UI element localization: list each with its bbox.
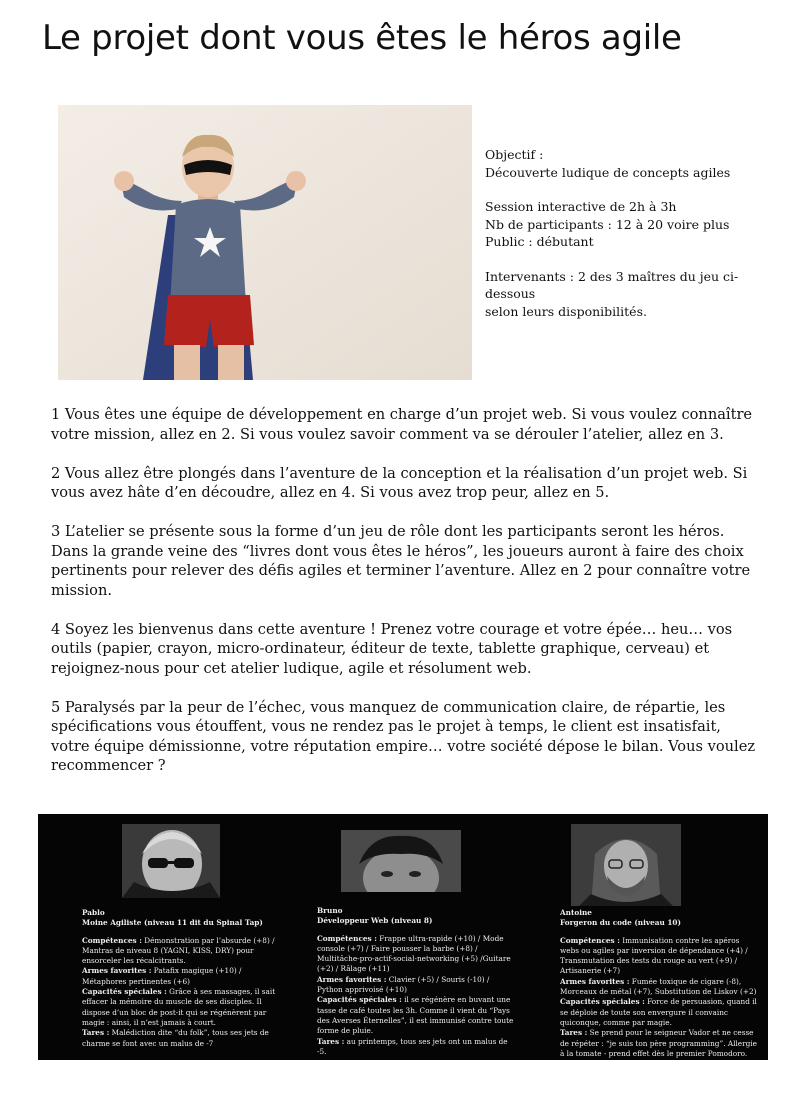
pablo-role: Moine Agiliste (niveau 11 dit du Spinal Tap)	[82, 918, 263, 928]
antoine-competences: Immunisation contre les apéros webs ou agiles par inversion de dépendance (+4) / Transmutation des tests du rouge au vert (+9) / Artisanerie (+7)	[560, 935, 748, 976]
bruno-capacites: il se régénère en buvant une tasse de café toutes les 3h. Comme il vient du “Pays des Averses Éternelles”, il est immunisé contre toute forme de pluie.	[317, 995, 514, 1036]
antoine-tares: Se prend pour le seigneur Vador et ne cesse de répéter : “je suis ton père programming”. Allergie à la tomate - prend effet dès le premier Pomodoro.	[560, 1028, 757, 1058]
paragraph-4: 4 Soyez les bienvenus dans cette aventure ! Prenez votre courage et votre épée… heu… vos outils (papier, crayon, micro-ordinateur, éditeur de texte, tablette graphique, cerveau) et rejoignez-nous pour cet atelier ludique, agile et résolument web.	[51, 620, 733, 677]
paragraph-3: 3 L’atelier se présente sous la forme d’un jeu de rôle dont les participants seront les héros. Dans la grande veine des “livres dont vous êtes le héros”, les joueurs auront à faire des choix pertinents pour relever des défis agiles et terminer l’aventure. Allez en 2 pour connaître votre mission.	[51, 523, 751, 599]
pablo-photo	[122, 824, 220, 898]
antoine-name: Antoine	[560, 908, 592, 917]
game-masters-panel: Pablo Moine Agiliste (niveau 11 dit du Spinal Tap) Compétences : Démonstration par l’absurde (+8) / Mantras de niveau 8 (YAGNI, KISS, DRY) pour ensorceler les récalcitrants. Armes favorites : Patafix magique (+10) / Métaphores pertinentes (+6) Capacités spéciales : Grâce à ses massages, il sait effacer la mémoire du muscle de ses disciples. Il dispose d’un bloc de post-it qui se régénèrent par magie : ainsi, il n’est jamais à court. Tares : Malédiction dite “du folk”, tous ses jets de charme se font avec un malus de -7 Bruno Développeur Web (niveau 8) Compétences : Frappe ultra-rapide (+10) / Mode console (+7) / Faire pousser la barbe (+8) / Multitâche-pro-actif-social-networking (+5) /Guitare (+2) / Râlage (+11) Armes favorites : Clavier (+5) / Souris (-10) / Python apprivoisé (+10) Capacités spéciales : il se régénère en buvant une tasse de café toutes les 3h. Comme il vient du “Pays des Averses Éternelles”, il est immunisé contre toute forme de pluie. Tares : au printemps, tous ses jets ont un malus de -5. Antoine Forgeron du code (niveau 10) Compétences : Immunisation contre les apéros webs ou agiles par inversion de dépendance (+4) / Transmutation des tests du rouge au vert (+9) / Artisanerie (+7) Armes favorites : Fumée toxique de cigare (-8), Morceaux de métal (+7), Substitution de Liskov (+2) Capacités spéciales : Force de persuasion, quand il se déploie de toute son envergure il convainc quiconque, comme par magie. Tares : Se prend pour le seigneur Vador et ne cesse de répéter : “je suis ton père programming”. Allergie à la tomate - prend effet dès le premier Pomodoro.	[38, 814, 768, 1060]
story-paragraphs	[51, 405, 756, 795]
bruno-role: Développeur Web (niveau 8)	[317, 916, 433, 926]
antoine-armes: Fumée toxique de cigare (-8), Morceaux de métal (+7), Substitution de Liskov (+2)	[560, 976, 757, 997]
antoine-photo	[571, 824, 681, 906]
superhero-child-illustration	[58, 105, 472, 380]
objectif-value: Découverte ludique de concepts agiles	[485, 164, 731, 180]
pablo-name: Pablo	[82, 908, 105, 917]
antoine-role: Forgeron du code (niveau 10)	[560, 918, 681, 928]
pablo-armes: Patafix magique (+10) / Métaphores pertinentes (+6)	[82, 966, 242, 986]
objectif-label: Objectif :	[485, 147, 544, 162]
audience: Public : débutant	[485, 234, 594, 249]
intervenants-line-1: Intervenants : 2 des 3 maîtres du jeu ci-dessous	[485, 268, 739, 301]
paragraph-5: 5 Paralysés par la peur de l’échec, vous manquez de communication claire, de répartie, les spécifications vous étouffent, vous ne rendez pas le projet à temps, le client est insatisfait, votre équipe démissionne, votre réputation empire… votre société dépose le bilan. Vous voulez recommencer ?	[51, 698, 756, 774]
hero-child-photo	[58, 105, 472, 380]
pablo-tares: Malédiction dite “du folk”, tous ses jets de charme se font avec un malus de -7	[82, 1028, 269, 1048]
antoine-capacites: Force de persuasion, quand il se déploie de toute son envergure il convainc quiconque, comme par magie.	[560, 997, 757, 1027]
bruno-name: Bruno	[317, 906, 343, 915]
event-info	[485, 146, 785, 320]
bruno-photo	[341, 830, 461, 892]
page-title: Le projet dont vous êtes le héros agile	[42, 18, 682, 58]
intervenants-line-2: selon leurs disponibilités.	[485, 303, 647, 319]
pablo-competences: Démonstration par l’absurde (+8) / Mantras de niveau 8 (YAGNI, KISS, DRY) pour ensorceler les récalcitrants.	[82, 935, 275, 966]
participants-count: Nb de participants : 12 à 20 voire plus	[485, 216, 730, 232]
bruno-competences: Frappe ultra-rapide (+10) / Mode console (+7) / Faire pousser la barbe (+8) / Multitâche-pro-actif-social-networking (+5) /Guitare (+2) / Râlage (+11)	[317, 933, 511, 974]
session-duration: Session interactive de 2h à 3h	[485, 199, 677, 214]
bruno-tares: au printemps, tous ses jets ont un malus de -5.	[317, 1036, 508, 1056]
bruno-armes: Clavier (+5) / Souris (-10) / Python apprivoisé (+10)	[317, 974, 490, 995]
pablo-capacites: Grâce à ses massages, il sait effacer la mémoire du muscle de ses disciples. Il dispose d’un bloc de post-it qui se régénèrent par magie : ainsi, il n’est jamais à court.	[82, 987, 276, 1027]
paragraph-2: 2 Vous allez être plongés dans l’aventure de la conception et la réalisation d’un projet web. Si vous avez hâte d’en découdre, allez en 4. Si vous avez trop peur, allez en 5.	[51, 464, 748, 501]
paragraph-1: 1 Vous êtes une équipe de développement en charge d’un projet web. Si vous voulez connaître votre mission, allez en 2. Si vous voulez savoir comment va se dérouler l’atelier, allez en 3.	[51, 406, 753, 443]
